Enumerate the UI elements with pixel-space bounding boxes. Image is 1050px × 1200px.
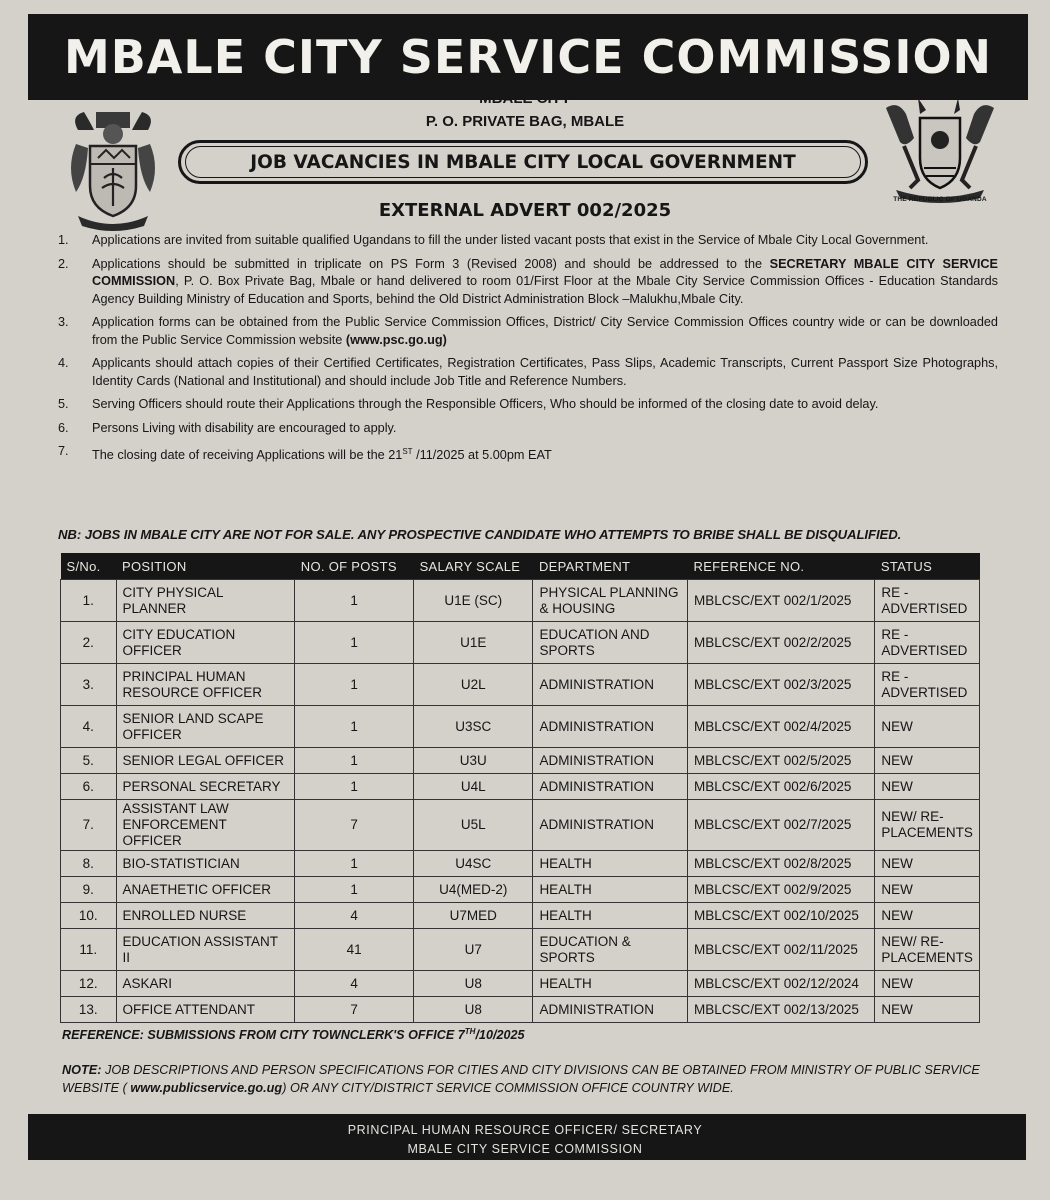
cell-sno: 9. bbox=[61, 877, 117, 903]
cell-department: EDUCATION & SPORTS bbox=[533, 929, 688, 971]
cell-reference: MBLCSC/EXT 002/10/2025 bbox=[688, 903, 875, 929]
cell-posts: 1 bbox=[295, 706, 414, 748]
cell-status: RE - ADVERTISED bbox=[875, 622, 980, 664]
cell-salary: U7 bbox=[414, 929, 533, 971]
cell-status: RE - ADVERTISED bbox=[875, 580, 980, 622]
cell-sno: 2. bbox=[61, 622, 117, 664]
cell-salary: U7MED bbox=[414, 903, 533, 929]
table-row bbox=[61, 748, 980, 774]
cell-reference: MBLCSC/EXT 002/1/2025 bbox=[688, 580, 875, 622]
table-row bbox=[61, 903, 980, 929]
cell-sno: 12. bbox=[61, 971, 117, 997]
cell-sno: 8. bbox=[61, 851, 117, 877]
instruction-item: 2. Applications should be submitted in triplicate on PS Form 3 (Revised 2008) and should be addressed to the SECRETARY MBALE CITY SERVICE COMMISSION, P. O. Box Private Bag, Mbale or hand delivered to room 01/First Floor at the Mbale City Service Commission Offices - Education Standards Agency Building Ministry of Education and Sports, behind the Old District Administration Block –Malukhu,Mbale City. bbox=[58, 256, 999, 306]
cell-sno: 5. bbox=[61, 748, 117, 774]
cell-position: ASSISTANT LAW ENFORCEMENT OFFICER bbox=[116, 800, 295, 851]
cell-position: SENIOR LAND SCAPE OFFICER bbox=[116, 706, 295, 748]
cell-position: ENROLLED NURSE bbox=[116, 903, 295, 929]
cell-posts: 1 bbox=[295, 622, 414, 664]
table-row bbox=[61, 971, 980, 997]
table-row bbox=[61, 622, 980, 664]
vacancy-heading-box bbox=[178, 140, 868, 184]
cell-sno: 11. bbox=[61, 929, 117, 971]
cell-position: ASKARI bbox=[116, 971, 295, 997]
cell-posts: 1 bbox=[295, 664, 414, 706]
cell-reference: MBLCSC/EXT 002/8/2025 bbox=[688, 851, 875, 877]
cell-posts: 7 bbox=[295, 997, 414, 1023]
uganda-coat-of-arms-icon bbox=[880, 92, 1000, 207]
cell-status: NEW/ RE-PLACEMENTS bbox=[875, 800, 980, 851]
cell-reference: MBLCSC/EXT 002/2/2025 bbox=[688, 622, 875, 664]
cell-sno: 6. bbox=[61, 774, 117, 800]
cell-reference: MBLCSC/EXT 002/5/2025 bbox=[688, 748, 875, 774]
signatory-organisation: MBALE CITY SERVICE COMMISSION bbox=[407, 1142, 643, 1156]
cell-salary: U3U bbox=[414, 748, 533, 774]
table-row bbox=[61, 997, 980, 1023]
cell-status: NEW bbox=[875, 748, 980, 774]
header-status: STATUS bbox=[875, 553, 980, 580]
cell-status: NEW bbox=[875, 877, 980, 903]
table-row bbox=[61, 664, 980, 706]
table-row bbox=[61, 774, 980, 800]
cell-position: CITY PHYSICAL PLANNER bbox=[116, 580, 295, 622]
job-description-note: NOTE: JOB DESCRIPTIONS AND PERSON SPECIFICATIONS FOR CITIES AND CITY DIVISIONS CAN BE OBTAINED FROM MINISTRY OF PUBLIC SERVICE WEBSITE ( www.publicservice.go.ug) OR ANY CITY/DISTRICT SERVICE COMMISSION OFFICE COUNTRY WIDE. bbox=[62, 1063, 980, 1095]
cell-sno: 13. bbox=[61, 997, 117, 1023]
instruction-item: 3. Application forms can be obtained from the Public Service Commission Offices, District/ City Service Commission Offices country wide or can be downloaded from the Public Service Commission website (www.psc.go.ug) bbox=[58, 315, 998, 347]
address-line-1: MBALE CITY bbox=[479, 90, 571, 107]
cell-reference: MBLCSC/EXT 002/13/2025 bbox=[688, 997, 875, 1023]
cell-reference: MBLCSC/EXT 002/4/2025 bbox=[688, 706, 875, 748]
cell-sno: 10. bbox=[61, 903, 117, 929]
cell-department: PHYSICAL PLANNING & HOUSING bbox=[533, 580, 688, 622]
cell-status: NEW/ RE-PLACEMENTS bbox=[875, 929, 980, 971]
cell-department: HEALTH bbox=[533, 877, 688, 903]
cell-salary: U4SC bbox=[414, 851, 533, 877]
cell-salary: U1E bbox=[414, 622, 533, 664]
cell-salary: U3SC bbox=[414, 706, 533, 748]
address-line-2: P. O. PRIVATE BAG, MBALE bbox=[425, 113, 625, 130]
cell-position: SENIOR LEGAL OFFICER bbox=[116, 748, 295, 774]
vacancy-heading: JOB VACANCIES IN MBALE CITY LOCAL GOVERNMENT bbox=[250, 151, 796, 173]
cell-position: PERSONAL SECRETARY bbox=[116, 774, 295, 800]
cell-department: ADMINISTRATION bbox=[533, 997, 688, 1023]
cell-posts: 1 bbox=[295, 877, 414, 903]
cell-reference: MBLCSC/EXT 002/12/2024 bbox=[688, 971, 875, 997]
cell-status: NEW bbox=[875, 903, 980, 929]
instruction-item: 5. Serving Officers should route their Applications through the Responsible Officers, Who should be informed of the closing date to avoid delay. bbox=[58, 397, 879, 411]
table-row bbox=[61, 800, 980, 851]
cell-salary: U1E (SC) bbox=[414, 580, 533, 622]
table-row bbox=[61, 580, 980, 622]
cell-posts: 4 bbox=[295, 903, 414, 929]
cell-status: NEW bbox=[875, 997, 980, 1023]
instruction-item: 7. The closing date of receiving Applications will be the 21ST /11/2025 at 5.00pm EAT bbox=[58, 444, 552, 463]
cell-salary: U4(MED-2) bbox=[414, 877, 533, 903]
instructions-list bbox=[58, 232, 998, 471]
table-header-row bbox=[61, 553, 980, 580]
cell-reference: MBLCSC/EXT 002/9/2025 bbox=[688, 877, 875, 903]
cell-status: NEW bbox=[875, 706, 980, 748]
cell-reference: MBLCSC/EXT 002/11/2025 bbox=[688, 929, 875, 971]
table-row bbox=[61, 706, 980, 748]
cell-position: PRINCIPAL HUMAN RESOURCE OFFICER bbox=[116, 664, 295, 706]
instruction-item: 6. Persons Living with disability are encouraged to apply. bbox=[58, 420, 397, 435]
cell-posts: 1 bbox=[295, 748, 414, 774]
republic-of-uganda-label: THE REPUBLIC OF UGANDA bbox=[893, 196, 987, 203]
cell-salary: U5L bbox=[414, 800, 533, 851]
table-row bbox=[61, 851, 980, 877]
cell-department: ADMINISTRATION bbox=[533, 748, 688, 774]
cell-posts: 4 bbox=[295, 971, 414, 997]
header-sno: S/No. bbox=[61, 553, 117, 580]
table-row bbox=[61, 877, 980, 903]
cell-posts: 1 bbox=[295, 851, 414, 877]
cell-department: HEALTH bbox=[533, 851, 688, 877]
cell-status: NEW bbox=[875, 851, 980, 877]
header-reference: REFERENCE NO. bbox=[688, 553, 875, 580]
cell-posts: 7 bbox=[295, 800, 414, 851]
vacancy-heading-inner-border bbox=[185, 146, 861, 178]
cell-position: BIO-STATISTICIAN bbox=[116, 851, 295, 877]
cell-sno: 4. bbox=[61, 706, 117, 748]
vacancy-table bbox=[60, 553, 980, 1023]
cell-salary: U8 bbox=[414, 997, 533, 1023]
title-banner bbox=[28, 14, 1028, 100]
cell-department: EDUCATION AND SPORTS bbox=[533, 622, 688, 664]
header-posts: NO. OF POSTS bbox=[295, 553, 414, 580]
cell-posts: 41 bbox=[295, 929, 414, 971]
cell-department: ADMINISTRATION bbox=[533, 774, 688, 800]
cell-reference: MBLCSC/EXT 002/3/2025 bbox=[688, 664, 875, 706]
cell-position: EDUCATION ASSISTANT II bbox=[116, 929, 295, 971]
cell-salary: U4L bbox=[414, 774, 533, 800]
cell-salary: U8 bbox=[414, 971, 533, 997]
cell-position: CITY EDUCATION OFFICER bbox=[116, 622, 295, 664]
page-title: MBALE CITY SERVICE COMMISSION bbox=[63, 30, 993, 84]
no-bribery-notice: NB: JOBS IN MBALE CITY ARE NOT FOR SALE. ANY PROSPECTIVE CANDIDATE WHO ATTEMPTS TO BRIBE SHALL BE DISQUALIFIED. bbox=[58, 527, 902, 542]
cell-status: NEW bbox=[875, 971, 980, 997]
instruction-item: 4. Applicants should attach copies of their Certified Certificates, Registration Certificates, Pass Slips, Academic Transcripts, Current Passport Size Photographs, Identity Cards (National and Institutional) and should include Job Title and Reference Numbers. bbox=[58, 356, 998, 388]
header-position: POSITION bbox=[116, 553, 295, 580]
cell-posts: 1 bbox=[295, 774, 414, 800]
cell-posts: 1 bbox=[295, 580, 414, 622]
cell-department: ADMINISTRATION bbox=[533, 706, 688, 748]
cell-reference: MBLCSC/EXT 002/7/2025 bbox=[688, 800, 875, 851]
cell-position: OFFICE ATTENDANT bbox=[116, 997, 295, 1023]
header-department: DEPARTMENT bbox=[533, 553, 688, 580]
cell-sno: 3. bbox=[61, 664, 117, 706]
cell-department: HEALTH bbox=[533, 971, 688, 997]
cell-status: RE - ADVERTISED bbox=[875, 664, 980, 706]
cell-reference: MBLCSC/EXT 002/6/2025 bbox=[688, 774, 875, 800]
cell-sno: 1. bbox=[61, 580, 117, 622]
cell-salary: U2L bbox=[414, 664, 533, 706]
cell-department: HEALTH bbox=[533, 903, 688, 929]
advert-number: EXTERNAL ADVERT 002/2025 bbox=[378, 200, 672, 221]
header-salary: SALARY SCALE bbox=[414, 553, 533, 580]
table-row bbox=[61, 929, 980, 971]
signatory-title: PRINCIPAL HUMAN RESOURCE OFFICER/ SECRETARY bbox=[347, 1123, 703, 1137]
cell-position: ANAETHETIC OFFICER bbox=[116, 877, 295, 903]
cell-department: ADMINISTRATION bbox=[533, 800, 688, 851]
cell-status: NEW bbox=[875, 774, 980, 800]
reference-line: REFERENCE: SUBMISSIONS FROM CITY TOWNCLERK'S OFFICE 7TH/10/2025 bbox=[62, 1027, 525, 1043]
cell-sno: 7. bbox=[61, 800, 117, 851]
instruction-item: 1. Applications are invited from suitable qualified Ugandans to fill the under listed vacant posts that exist in the Service of Mbale City Local Government. bbox=[58, 233, 929, 247]
cell-department: ADMINISTRATION bbox=[533, 664, 688, 706]
